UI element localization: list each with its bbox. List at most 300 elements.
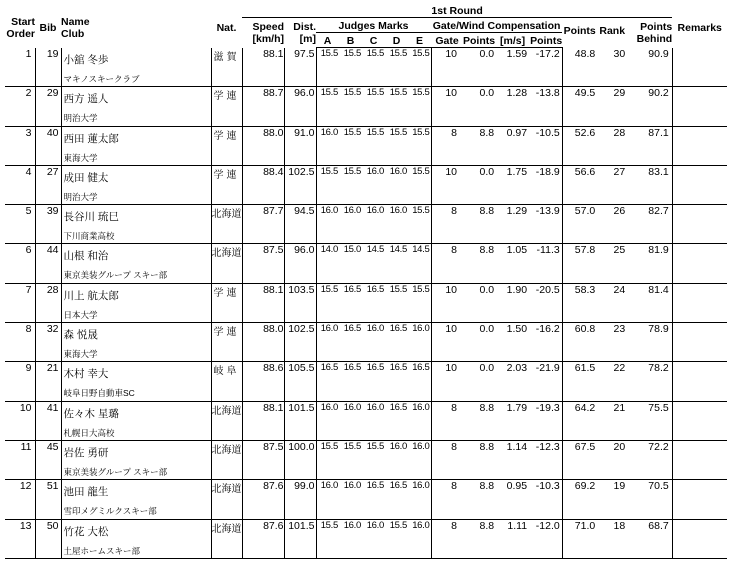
judge-mark-cell: 16.0: [408, 480, 431, 519]
result-row: [5, 362, 727, 401]
results-body: [5, 48, 727, 559]
wind-cell: 1.79: [495, 401, 530, 440]
wind-points-cell: -10.3: [530, 480, 562, 519]
start-order-cell: 2: [5, 87, 35, 126]
gate-cell: 10: [431, 87, 463, 126]
wind-points-cell: -16.2: [530, 323, 562, 362]
gate-points-cell: 0.0: [463, 165, 495, 204]
judge-mark-cell: 16.5: [408, 362, 431, 401]
gate-cell: 10: [431, 323, 463, 362]
gate-points-cell: 8.8: [463, 126, 495, 165]
rank-cell: 29: [597, 87, 627, 126]
nation-cell: 北海道: [211, 205, 242, 244]
athlete-club: 下川商業高校: [63, 231, 115, 242]
wind-unit-text: [m/s]: [500, 35, 526, 47]
judge-mark-cell: 16.0: [339, 480, 362, 519]
judge-mark-cell: 16.0: [339, 401, 362, 440]
result-row: [5, 519, 727, 558]
wind-cell: 1.14: [495, 440, 530, 479]
athlete-name: 木村 幸大: [63, 368, 109, 381]
wind-cell: 0.95: [495, 480, 530, 519]
judge-e-header: [408, 33, 431, 48]
gate-points-header-text: Points: [463, 35, 496, 47]
wind-cell: 1.59: [495, 48, 530, 87]
points-behind-cell: 78.9: [627, 323, 672, 362]
bib-cell: 41: [35, 401, 61, 440]
judge-mark-cell: 15.5: [385, 283, 408, 322]
judge-mark-cell: 15.5: [385, 87, 408, 126]
points-cell: 52.6: [562, 126, 597, 165]
points-behind-cell: 81.4: [627, 283, 672, 322]
nation-cell: 北海道: [211, 244, 242, 283]
judge-mark-cell: 15.5: [362, 126, 385, 165]
distance-cell: 91.0: [284, 126, 316, 165]
judge-mark-cell: 15.5: [339, 165, 362, 204]
wind-points-header-text: Points: [530, 35, 563, 47]
gate-cell: 10: [431, 283, 463, 322]
remarks-cell: [672, 323, 727, 362]
wind-points-cell: -11.3: [530, 244, 562, 283]
bib-header: [35, 3, 61, 48]
wind-points-cell: -17.2: [530, 48, 562, 87]
gate-points-cell: 0.0: [463, 283, 495, 322]
nation-cell: 学連: [211, 283, 242, 322]
result-row: [5, 48, 727, 87]
nation-cell: 岐阜: [211, 362, 242, 401]
gate-cell: 10: [431, 48, 463, 87]
wind-cell: 1.11: [495, 519, 530, 558]
athlete-club: 土屋ホームスキー部: [63, 545, 141, 556]
bib-cell: 19: [35, 48, 61, 87]
judge-mark-cell: 16.0: [385, 205, 408, 244]
start-order-cell: 9: [5, 362, 35, 401]
start-order-line2: Order: [6, 28, 35, 40]
gate-points-cell: 0.0: [463, 48, 495, 87]
points-behind-cell: 90.2: [627, 87, 672, 126]
athlete-cell: [61, 87, 211, 126]
distance-cell: 101.5: [284, 519, 316, 558]
judge-mark-cell: 14.5: [362, 244, 385, 283]
points-cell: 48.8: [562, 48, 597, 87]
dist-header: [284, 18, 316, 48]
wind-cell: 1.50: [495, 323, 530, 362]
points-cell: 61.5: [562, 362, 597, 401]
athlete-cell: [61, 126, 211, 165]
bib-cell: 44: [35, 244, 61, 283]
wind-points-cell: -21.9: [530, 362, 562, 401]
nation-cell: 北海道: [211, 440, 242, 479]
remarks-header-text: Remarks: [677, 22, 722, 34]
gate-points-cell: 8.8: [463, 244, 495, 283]
distance-cell: 94.5: [284, 205, 316, 244]
athlete-name: 成田 健太: [63, 171, 109, 184]
judge-mark-cell: 16.0: [316, 323, 339, 362]
points-behind-cell: 72.2: [627, 440, 672, 479]
rank-cell: 27: [597, 165, 627, 204]
bib-cell: 27: [35, 165, 61, 204]
wind-cell: 1.90: [495, 283, 530, 322]
athlete-name: 池田 龍生: [63, 486, 109, 499]
gate-points-cell: 0.0: [463, 323, 495, 362]
judge-mark-cell: 16.0: [408, 401, 431, 440]
points-cell: 57.0: [562, 205, 597, 244]
result-row: [5, 205, 727, 244]
nation-cell: 北海道: [211, 401, 242, 440]
wind-points-cell: -13.9: [530, 205, 562, 244]
result-row: [5, 87, 727, 126]
distance-cell: 103.5: [284, 283, 316, 322]
remarks-cell: [672, 519, 727, 558]
remarks-cell: [672, 205, 727, 244]
wind-cell: 1.29: [495, 205, 530, 244]
start-order-cell: 12: [5, 480, 35, 519]
wind-points-cell: -13.8: [530, 87, 562, 126]
judge-mark-cell: 16.5: [385, 401, 408, 440]
result-row: [5, 126, 727, 165]
judge-mark-cell: 14.5: [408, 244, 431, 283]
gate-points-cell: 8.8: [463, 205, 495, 244]
speed-cell: 87.5: [242, 440, 284, 479]
judge-mark-cell: 16.0: [385, 165, 408, 204]
athlete-club: 日本大学: [63, 309, 98, 320]
round-title-text: 1st Round: [431, 5, 483, 17]
athlete-club: 東京美装グループ スキー部: [63, 466, 168, 477]
judge-mark-cell: 15.5: [408, 48, 431, 87]
wind-points-cell: -12.3: [530, 440, 562, 479]
judge-mark-cell: 14.0: [316, 244, 339, 283]
gate-header-text: Gate: [435, 35, 459, 47]
nation-cell: 学連: [211, 126, 242, 165]
gate-cell: 8: [431, 440, 463, 479]
distance-cell: 96.0: [284, 87, 316, 126]
gate-header: [431, 33, 463, 48]
nation-cell: 学連: [211, 87, 242, 126]
points-cell: 60.8: [562, 323, 597, 362]
points-cell: 58.3: [562, 283, 597, 322]
points-behind-cell: 87.1: [627, 126, 672, 165]
judge-mark-cell: 15.5: [316, 440, 339, 479]
judge-mark-cell: 15.5: [385, 519, 408, 558]
points-header: [562, 18, 597, 48]
points-behind-cell: 82.7: [627, 205, 672, 244]
rank-cell: 22: [597, 362, 627, 401]
judge-mark-cell: 16.0: [316, 126, 339, 165]
athlete-club: 東海大学: [63, 349, 98, 360]
judge-mark-cell: 14.5: [385, 244, 408, 283]
result-row: [5, 401, 727, 440]
gate-cell: 8: [431, 401, 463, 440]
judge-mark-cell: 16.5: [339, 362, 362, 401]
remarks-cell: [672, 126, 727, 165]
behind-line2: Behind: [636, 33, 673, 45]
rank-cell: 26: [597, 205, 627, 244]
judge-mark-cell: 15.5: [316, 165, 339, 204]
bib-cell: 40: [35, 126, 61, 165]
wind-cell: 2.03: [495, 362, 530, 401]
rank-cell: 19: [597, 480, 627, 519]
points-behind-cell: 83.1: [627, 165, 672, 204]
judge-mark-cell: 15.5: [408, 283, 431, 322]
judge-mark-cell: 15.5: [316, 48, 339, 87]
wind-cell: 0.97: [495, 126, 530, 165]
bib-cell: 28: [35, 283, 61, 322]
gate-points-cell: 8.8: [463, 440, 495, 479]
judge-mark-cell: 15.5: [385, 126, 408, 165]
athlete-name: 西方 遥人: [63, 93, 109, 106]
judge-mark-cell: 15.5: [362, 48, 385, 87]
athlete-cell: [61, 480, 211, 519]
judge-mark-cell: 16.0: [316, 205, 339, 244]
gate-points-cell: 0.0: [463, 362, 495, 401]
behind-line1: Points: [640, 21, 673, 33]
judge-mark-cell: 15.5: [408, 87, 431, 126]
judge-mark-cell: 15.0: [339, 244, 362, 283]
start-order-cell: 3: [5, 126, 35, 165]
gate-points-cell: 8.8: [463, 519, 495, 558]
nation-cell: 北海道: [211, 519, 242, 558]
judge-mark-cell: 16.0: [385, 440, 408, 479]
bib-cell: 39: [35, 205, 61, 244]
athlete-name: 長谷川 琉巳: [63, 211, 119, 224]
distance-cell: 97.5: [284, 48, 316, 87]
speed-cell: 87.6: [242, 519, 284, 558]
speed-cell: 87.7: [242, 205, 284, 244]
rank-cell: 25: [597, 244, 627, 283]
start-order-header: [5, 3, 35, 48]
result-row: [5, 480, 727, 519]
result-row: [5, 244, 727, 283]
judge-mark-cell: 15.5: [408, 126, 431, 165]
remarks-cell: [672, 283, 727, 322]
wind-points-cell: -18.9: [530, 165, 562, 204]
athlete-club: 明治大学: [63, 191, 98, 202]
speed-unit-text: [km/h]: [252, 33, 284, 45]
athlete-cell: [61, 48, 211, 87]
judge-b-header: [339, 33, 362, 48]
judge-mark-cell: 16.5: [362, 283, 385, 322]
judge-mark-cell: 15.5: [362, 440, 385, 479]
speed-cell: 88.6: [242, 362, 284, 401]
behind-header: [627, 18, 672, 48]
speed-cell: 88.1: [242, 283, 284, 322]
speed-cell: 88.7: [242, 87, 284, 126]
judge-mark-cell: 15.5: [316, 519, 339, 558]
judge-mark-cell: 16.5: [339, 283, 362, 322]
remarks-cell: [672, 165, 727, 204]
athlete-club: 札幌日大高校: [63, 427, 115, 438]
points-cell: 49.5: [562, 87, 597, 126]
remarks-cell: [672, 440, 727, 479]
bib-header-text: Bib: [39, 22, 57, 34]
speed-cell: 88.4: [242, 165, 284, 204]
judge-mark-cell: 15.5: [339, 87, 362, 126]
judge-mark-cell: 15.5: [316, 87, 339, 126]
points-header-text: Points: [563, 25, 596, 37]
gate-points-cell: 8.8: [463, 401, 495, 440]
points-cell: 57.8: [562, 244, 597, 283]
judge-mark-cell: 15.5: [362, 87, 385, 126]
start-order-cell: 5: [5, 205, 35, 244]
gate-wind-header-text: Gate/Wind Compensation: [432, 20, 561, 32]
wind-cell: 1.28: [495, 87, 530, 126]
judge-mark-cell: 16.0: [408, 440, 431, 479]
athlete-club: 東京美装グループ スキー部: [63, 270, 168, 281]
athlete-name: 西田 蓮太郎: [63, 132, 119, 145]
rank-cell: 23: [597, 323, 627, 362]
judge-mark-cell: 16.0: [316, 401, 339, 440]
result-row: [5, 165, 727, 204]
judge-mark-cell: 16.5: [339, 323, 362, 362]
athlete-cell: [61, 283, 211, 322]
distance-cell: 105.5: [284, 362, 316, 401]
judge-mark-cell: 16.0: [316, 480, 339, 519]
speed-cell: 88.1: [242, 48, 284, 87]
rank-cell: 24: [597, 283, 627, 322]
results-table: [5, 3, 727, 559]
gate-cell: 10: [431, 165, 463, 204]
gate-cell: 8: [431, 205, 463, 244]
speed-header-text: Speed: [252, 21, 284, 33]
nat-header: [211, 3, 242, 48]
wind-cell: 1.75: [495, 165, 530, 204]
judge-mark-cell: 16.0: [408, 323, 431, 362]
wind-points-header: [530, 33, 562, 48]
athlete-cell: [61, 205, 211, 244]
start-order-line1: Start: [11, 16, 35, 28]
nation-cell: 学連: [211, 323, 242, 362]
start-order-cell: 7: [5, 283, 35, 322]
rank-header: [597, 18, 627, 48]
gate-cell: 8: [431, 480, 463, 519]
gate-points-cell: 8.8: [463, 480, 495, 519]
points-behind-cell: 81.9: [627, 244, 672, 283]
gate-cell: 8: [431, 244, 463, 283]
athlete-cell: [61, 401, 211, 440]
rank-cell: 20: [597, 440, 627, 479]
rank-cell: 18: [597, 519, 627, 558]
bib-cell: 29: [35, 87, 61, 126]
remarks-header: [672, 3, 727, 48]
judge-mark-cell: 15.5: [408, 165, 431, 204]
judge-mark-cell: 16.5: [385, 323, 408, 362]
rank-cell: 21: [597, 401, 627, 440]
result-row: [5, 323, 727, 362]
dist-unit-text: [m]: [299, 33, 316, 45]
remarks-cell: [672, 362, 727, 401]
athlete-name: 小舘 冬歩: [63, 53, 109, 66]
points-behind-cell: 78.2: [627, 362, 672, 401]
athlete-cell: [61, 165, 211, 204]
judge-mark-cell: 16.0: [362, 519, 385, 558]
rank-cell: 28: [597, 126, 627, 165]
judge-e-letter: E: [415, 35, 423, 47]
distance-cell: 101.5: [284, 401, 316, 440]
start-order-cell: 13: [5, 519, 35, 558]
nation-cell: 滋賀: [211, 48, 242, 87]
points-behind-cell: 68.7: [627, 519, 672, 558]
distance-cell: 96.0: [284, 244, 316, 283]
wind-cell: 1.05: [495, 244, 530, 283]
judge-mark-cell: 15.5: [316, 283, 339, 322]
points-cell: 56.6: [562, 165, 597, 204]
remarks-cell: [672, 48, 727, 87]
wind-points-cell: -10.5: [530, 126, 562, 165]
judge-mark-cell: 16.5: [385, 362, 408, 401]
speed-cell: 88.1: [242, 401, 284, 440]
judge-mark-cell: 16.5: [362, 362, 385, 401]
judge-mark-cell: 16.0: [362, 205, 385, 244]
dist-header-text: Dist.: [293, 21, 316, 33]
round-header: [242, 3, 672, 18]
gate-cell: 8: [431, 126, 463, 165]
bib-cell: 32: [35, 323, 61, 362]
speed-header: [242, 18, 284, 48]
bib-cell: 45: [35, 440, 61, 479]
athlete-club: マキノスキークラブ: [63, 73, 140, 84]
speed-cell: 87.5: [242, 244, 284, 283]
athlete-club: 雪印メグミルクスキー部: [63, 506, 157, 517]
bib-cell: 21: [35, 362, 61, 401]
points-cell: 64.2: [562, 401, 597, 440]
points-cell: 67.5: [562, 440, 597, 479]
judge-a-letter: A: [323, 35, 332, 47]
nation-cell: 北海道: [211, 480, 242, 519]
points-behind-cell: 90.9: [627, 48, 672, 87]
distance-cell: 102.5: [284, 323, 316, 362]
points-cell: 71.0: [562, 519, 597, 558]
gate-wind-header: [431, 18, 562, 33]
wind-points-cell: -12.0: [530, 519, 562, 558]
judge-d-header: [385, 33, 408, 48]
result-row: [5, 440, 727, 479]
bib-cell: 50: [35, 519, 61, 558]
athlete-name: 川上 航太郎: [63, 289, 119, 302]
start-order-cell: 11: [5, 440, 35, 479]
athlete-cell: [61, 362, 211, 401]
athlete-name: 岩佐 勇研: [63, 446, 109, 459]
speed-cell: 88.0: [242, 126, 284, 165]
remarks-cell: [672, 87, 727, 126]
judge-mark-cell: 16.5: [362, 480, 385, 519]
club-header-text: Club: [61, 28, 85, 40]
name-header-text: Name: [61, 16, 90, 28]
start-order-cell: 4: [5, 165, 35, 204]
judge-mark-cell: 15.5: [408, 205, 431, 244]
athlete-name: 佐々木 星璐: [63, 407, 119, 420]
judge-mark-cell: 15.5: [385, 48, 408, 87]
start-order-cell: 1: [5, 48, 35, 87]
gate-points-cell: 0.0: [463, 87, 495, 126]
name-club-header: [61, 3, 211, 48]
remarks-cell: [672, 480, 727, 519]
gate-points-header: [463, 33, 495, 48]
judges-header-text: Judges Marks: [338, 20, 409, 32]
judge-mark-cell: 16.0: [362, 401, 385, 440]
start-order-cell: 6: [5, 244, 35, 283]
athlete-club: 明治大学: [63, 113, 98, 124]
points-cell: 69.2: [562, 480, 597, 519]
judge-mark-cell: 16.0: [339, 205, 362, 244]
remarks-cell: [672, 244, 727, 283]
start-order-cell: 10: [5, 401, 35, 440]
athlete-cell: [61, 323, 211, 362]
judge-mark-cell: 16.5: [385, 480, 408, 519]
result-row: [5, 283, 727, 322]
points-behind-cell: 75.5: [627, 401, 672, 440]
athlete-cell: [61, 519, 211, 558]
rank-header-text: Rank: [599, 25, 626, 37]
wind-unit-header: [495, 33, 530, 48]
